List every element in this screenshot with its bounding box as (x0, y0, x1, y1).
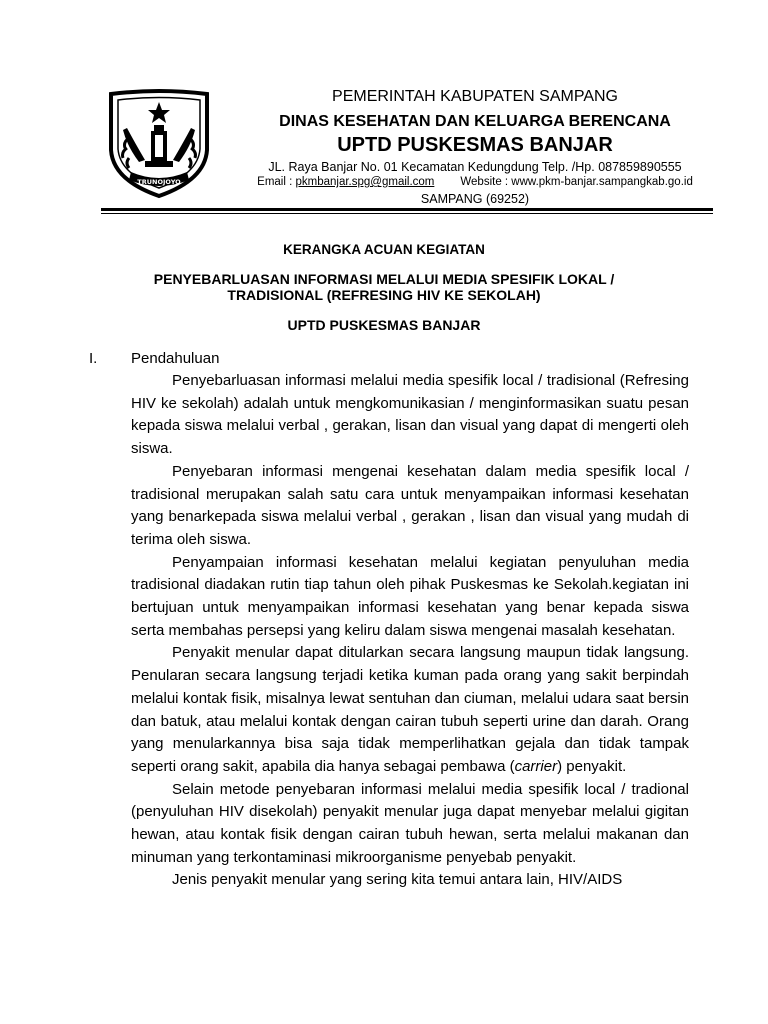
paragraph: Penyebaran informasi mengenai kesehatan dalam media spesifik local / tradisional merupakan salah satu cara untuk menyampaikan informasi kesehatan yang benarkepada siswa melalui verbal , gerakan , lisan dan visual yang mudah di terima oleh siswa. (131, 462, 689, 548)
institution-name: UPTD PUSKESMAS BANJAR (337, 134, 613, 156)
paragraph: Penyebarluasan informasi melalui media spesifik local / tradisional (Refresing HIV ke sekolah) adalah untuk mengkomunikasian / menginformasikan suatu pesan kepada siswa melalui verbal , gerakan, lisan dan visual yang dapat di mengerti oleh siswa. (131, 372, 689, 458)
emblem-motto: TRUNOJOYO (137, 178, 181, 186)
section-heading: Pendahuluan (131, 350, 220, 367)
sampang-regency-emblem-icon (105, 88, 213, 200)
activity-title-line-2: TRADISIONAL (REFRESING HIV KE SEKOLAH) (227, 287, 541, 303)
paragraph (131, 642, 689, 778)
section-body (131, 370, 689, 892)
letterhead-divider-thin (101, 213, 713, 214)
paragraph: Jenis penyakit menular yang sering kita temui antara lain, HIV/AIDS (172, 871, 623, 889)
website-text: Website : www.pkm-banjar.sampangkab.go.id (460, 176, 693, 188)
document-type-title: KERANGKA ACUAN KEGIATAN (283, 242, 485, 257)
government-name: PEMERINTAH KABUPATEN SAMPANG (332, 88, 618, 105)
department-name: DINAS KESEHATAN DAN KELUARGA BERENCANA (279, 113, 671, 130)
paragraph: Penyampaian informasi kesehatan melalui kegiatan penyuluhan media tradisional diadakan rutin tiap tahun oleh pihak Puskesmas ke Sekolah.kegiatan ini bertujuan untuk menyampaikan informasi kesehatan yang benar kepada siswa serta membahas persepsi yang keliru dalam siswa mengenai masalah kesehatan. (131, 553, 689, 639)
paragraph: Selain metode penyebaran informasi melalui media spesifik local / tradional (penyuluhan HIV disekolah) penyakit menular juga dapat menyebar melalui gigitan hewan, atau kontak fisik dengan cairan tubuh hewan, serta melalui makanan dan minuman yang terkontaminasi mikroorganisme penyebab penyakit. (131, 780, 689, 866)
italic-term: carrier (514, 757, 558, 775)
email-link[interactable]: pkmbanjar.spg@gmail.com (295, 176, 435, 188)
institution-address: JL. Raya Banjar No. 01 Kecamatan Kedungdung Telp. /Hp. 087859890555 (268, 160, 682, 174)
paragraph-text: Penyakit menular dapat ditularkan secara langsung maupun tidak langsung. Penularan secara langsung terjadi ketika kuman pada orang yang sakit berpindah melalui kontak fisik, misalnya lewat sentuhan dan ciuman, melalui udara saat bersin dan batuk, atau melalui kontak dengan cairan tubuh seperti urine dan darah. Orang yang menularkannya bisa saja tidak memperlihatkan gejala dan tidak tampak seperti orang sakit, apabila dia hanya sebagai pembawa ( (131, 644, 689, 775)
paragraph-tail: ) penyakit. (557, 757, 627, 775)
city-postal: SAMPANG (69252) (420, 192, 530, 206)
activity-title-line-1: PENYEBARLUASAN INFORMASI MELALUI MEDIA SPESIFIK LOKAL / (153, 271, 615, 287)
contact-line (240, 176, 710, 188)
section-number: I. (89, 350, 98, 367)
letterhead-divider-thick (101, 208, 713, 211)
email-label: Email : (257, 176, 296, 188)
unit-title: UPTD PUSKESMAS BANJAR (287, 317, 481, 333)
